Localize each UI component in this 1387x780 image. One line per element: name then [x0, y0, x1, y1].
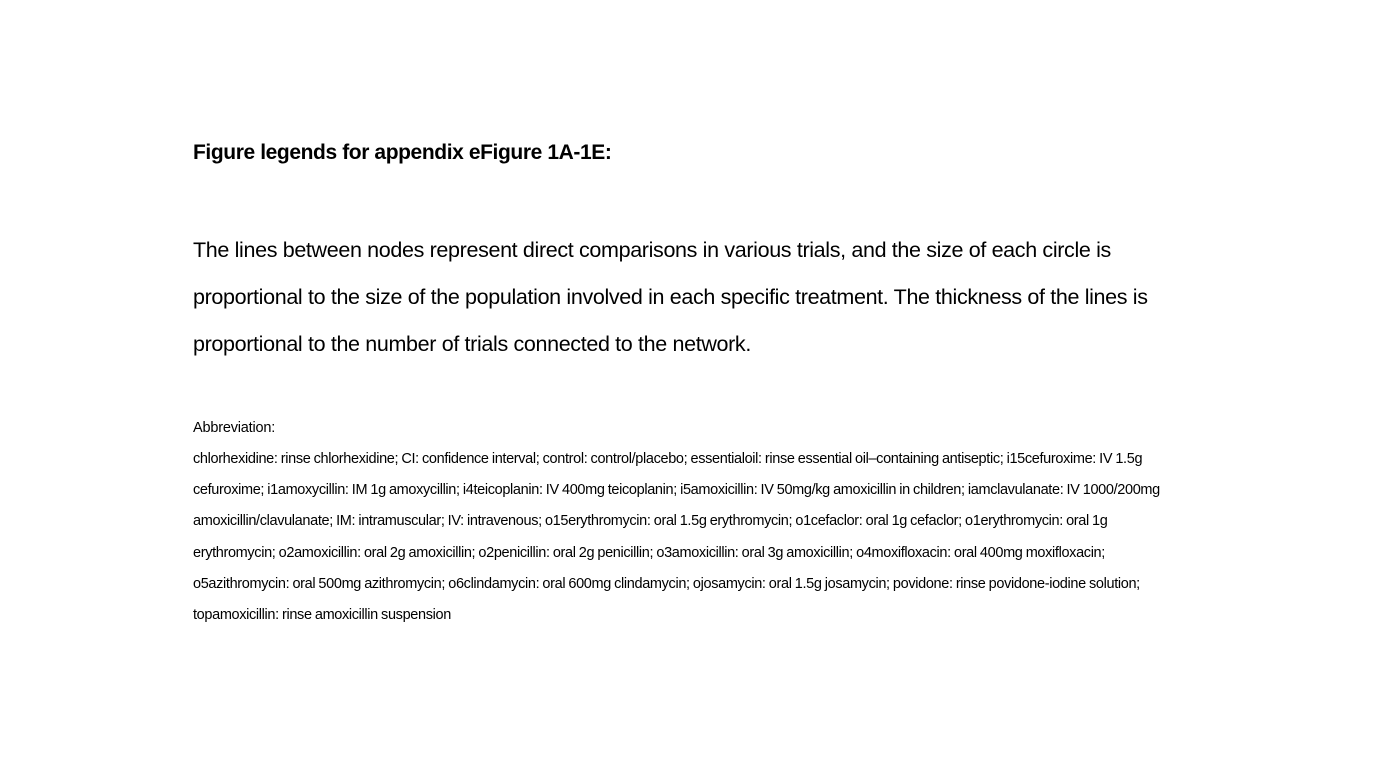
abbreviation-list: chlorhexidine: rinse chlorhexidine; CI: confidence interval; control: control/placebo; essentialoil: rinse essential oil–containing antiseptic; i15cefuroxime: IV 1.5g cefuroxime; i1amoxycillin: IM 1g amoxycillin; i4teicoplanin: IV 400mg teicoplanin; i5amoxicillin: IV 50mg/kg amoxicillin in children; iamclavulanate: IV 1000/200mg amoxicillin/clavulanate; IM: intramuscular; IV: intravenous; o15erythromycin: oral 1.5g erythromycin; o1cefaclor: oral 1g cefaclor; o1erythromycin: oral 1g erythromycin; o2amoxicillin: oral 2g amoxicillin; o2penicillin: oral 2g penicillin; o3amoxicillin: oral 3g amoxicillin; o4moxifloxacin: oral 400mg moxifloxacin; o5azithromycin: oral 500mg azithromycin; o6clindamycin: oral 600mg clindamycin; ojosamycin: oral 1.5g josamycin; povidone: rinse povidone-iodine solution; topamoxicillin: rinse amoxicillin suspension [193, 451, 1160, 624]
document-page [193, 0, 1168, 780]
figure-legend-description: The lines between nodes represent direct comparisons in various trials, and the size of each circle is proportional to the size of the population involved in each specific treatment. The thickness of the lines is proportional to the number of trials connected to the network. [193, 238, 1148, 356]
abbreviation-heading: Abbreviation: [193, 420, 276, 436]
figure-legends-title: Figure legends for appendix eFigure 1A-1E: [193, 141, 612, 164]
